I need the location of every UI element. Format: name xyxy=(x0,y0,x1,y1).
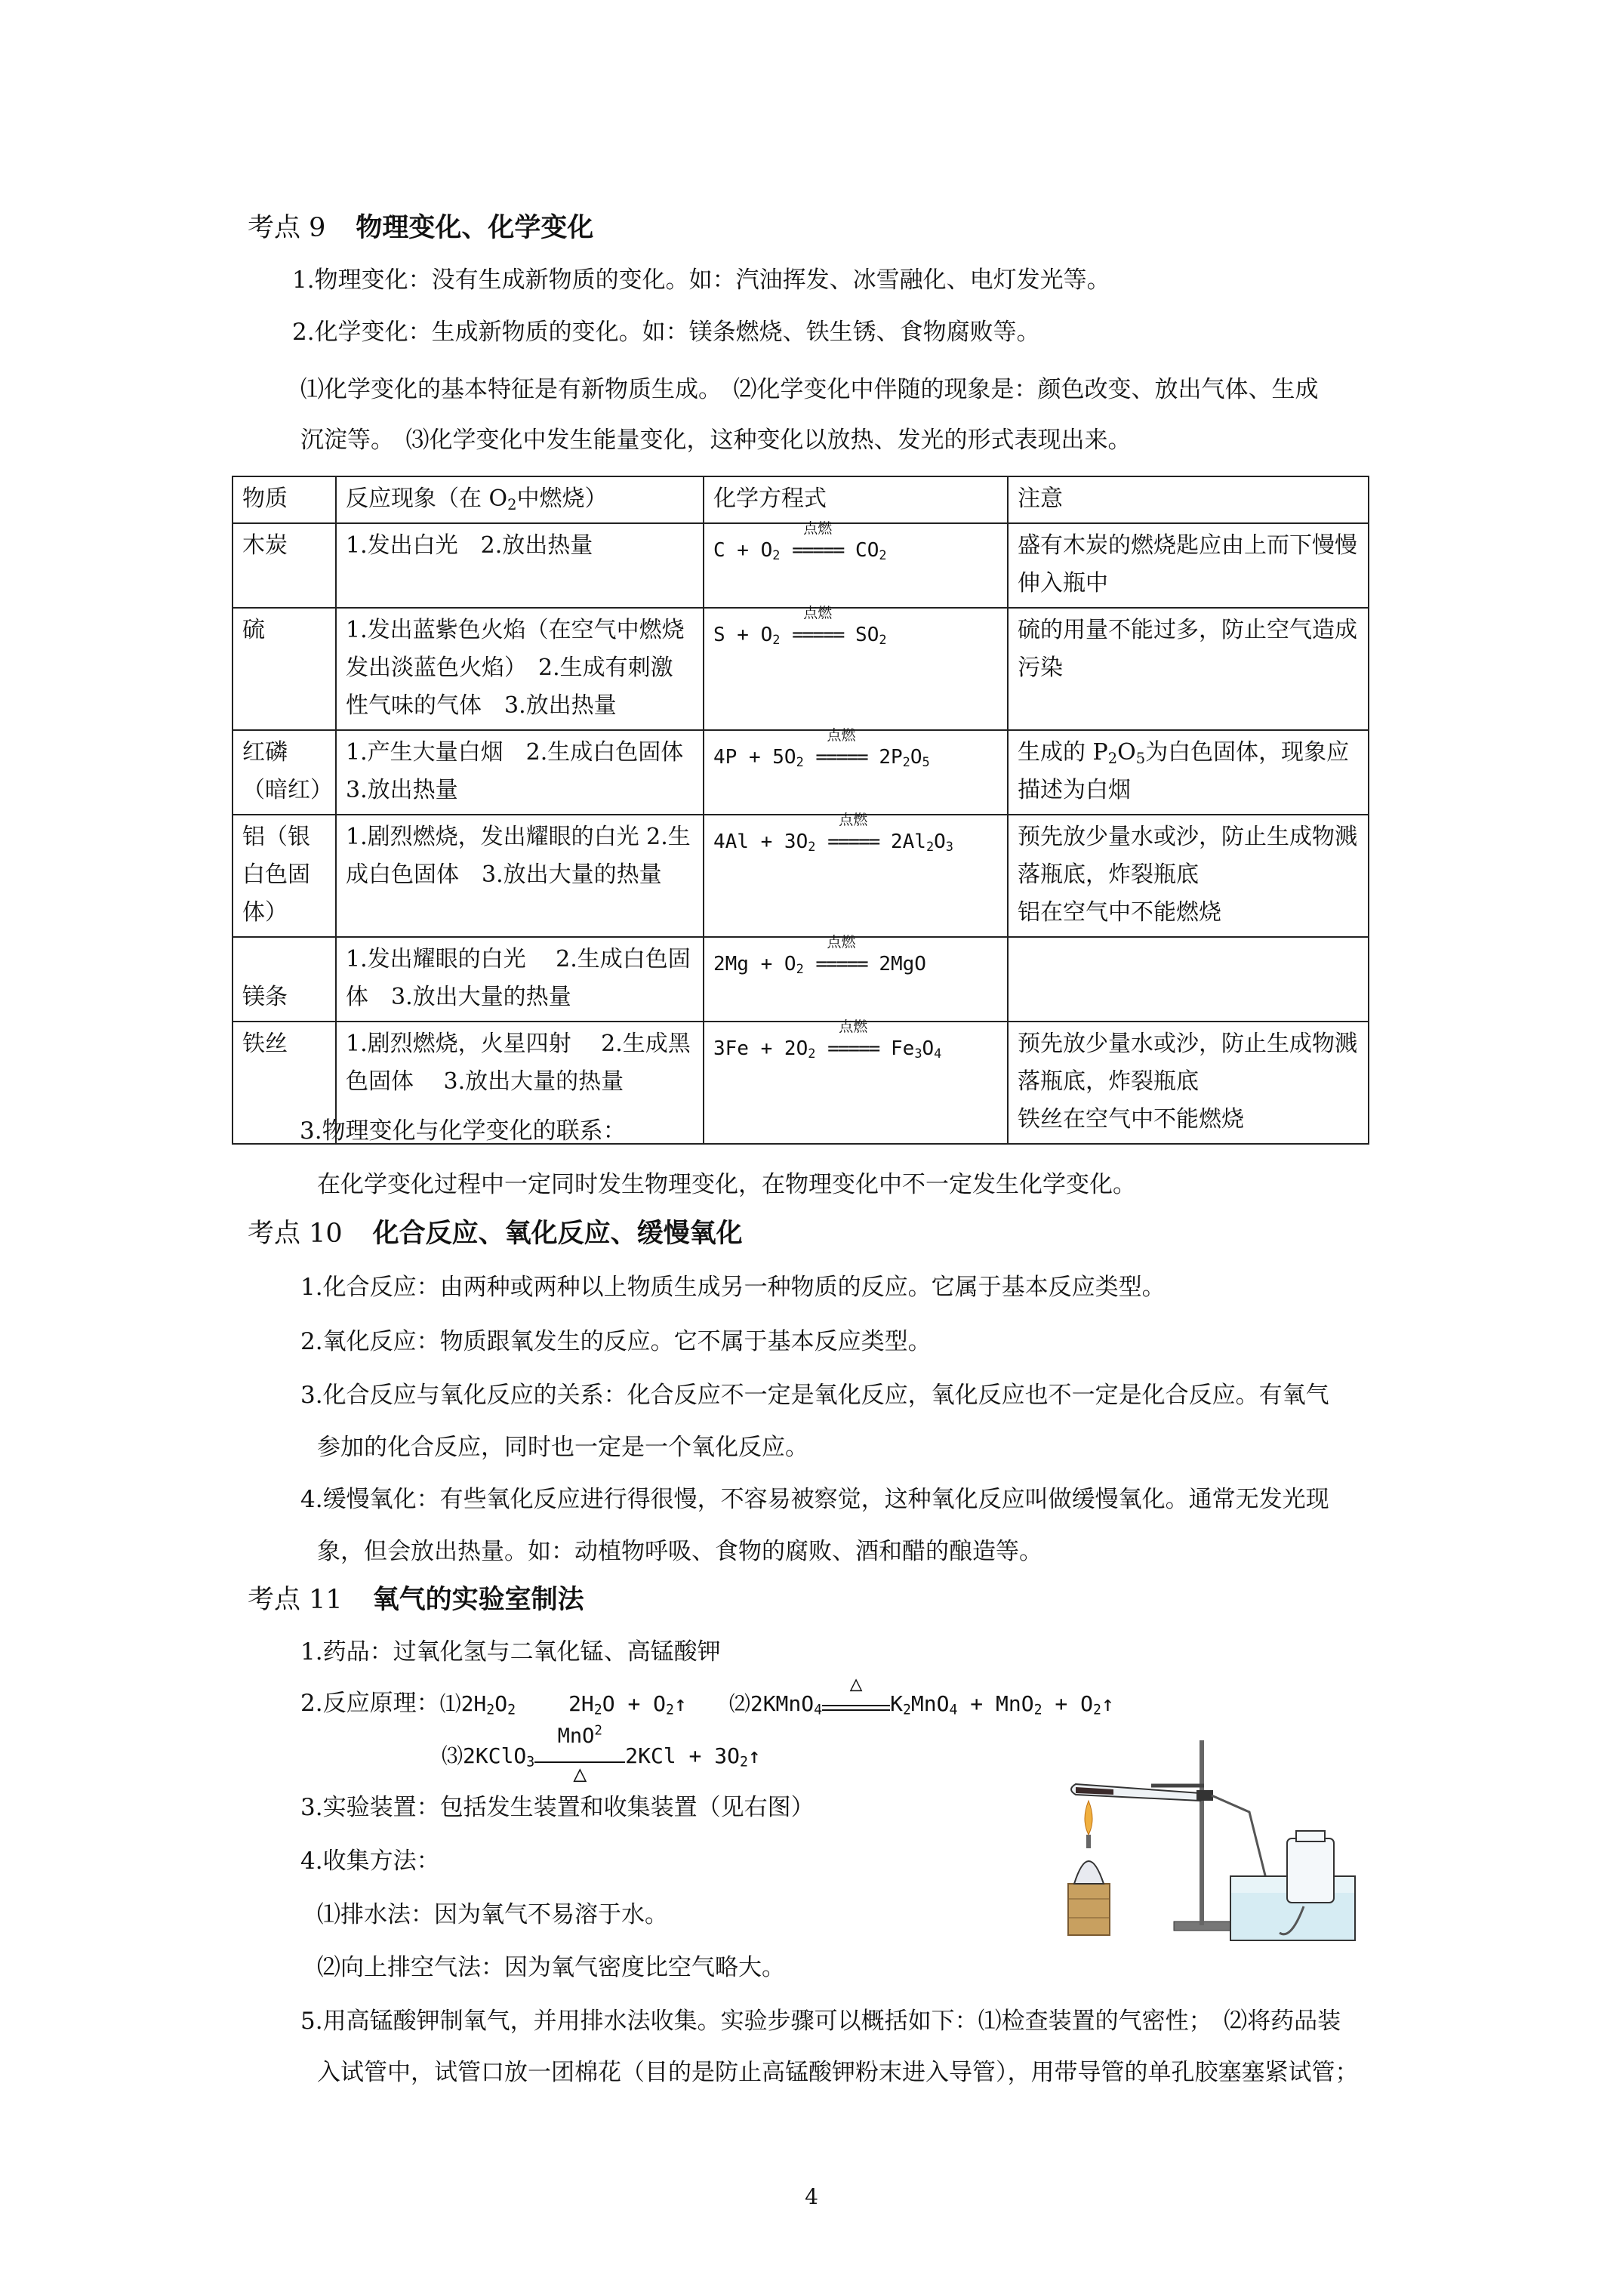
section9-paragraph-2: 2.化学变化：生成新物质的变化。如：镁条燃烧、铁生锈、食物腐败等。 xyxy=(292,319,1040,346)
row-note xyxy=(1008,937,1369,1022)
section11-paragraph-1: 1.药品：过氧化氢与二氧化锰、高锰酸钾 xyxy=(300,1638,721,1666)
header-phenomenon: 反应现象（在 $O_2$中燃烧） xyxy=(336,476,704,523)
row-substance: 木炭 xyxy=(233,523,336,608)
row-equation: $4P + 5O_2$ 点燃 ===== $2P_2O_5$ xyxy=(704,730,1008,815)
row-note: 预先放少量水或沙，防止生成物溅落瓶底，炸裂瓶底 铁丝在空气中不能燃烧 xyxy=(1008,1022,1369,1144)
row-phenomenon: 1.发出白光 2.放出热量 xyxy=(336,523,704,608)
table-row xyxy=(233,730,1369,815)
section9-paragraph-1: 1.物理变化：没有生成新物质的变化。如：汽油挥发、冰雪融化、电灯发光等。 xyxy=(292,267,1110,294)
row-phenomenon: 1.发出耀眼的白光 2.生成白色固体 3.放出大量的热量 xyxy=(336,937,704,1022)
header-equation: 化学方程式 xyxy=(704,476,1008,523)
section11-heading xyxy=(248,1583,584,1616)
section11-paragraph-5b: 入试管中，试管口放一团棉花（目的是防止高锰酸钾粉末进入导管），用带导管的单孔胶塞塞紧试管； xyxy=(317,2059,1359,2086)
section10-title: 化合反应、氧化反应、缓慢氧化 xyxy=(372,1218,743,1249)
row-equation: $2Mg + O_2$ 点燃 ===== 2MgO xyxy=(704,937,1008,1022)
row-phenomenon: 1.发出蓝紫色火焰（在空气中燃烧发出淡蓝色火焰） 2.生成有刺激性气味的气体 3.放出热量 xyxy=(336,608,704,730)
table-row xyxy=(233,608,1369,730)
table-row xyxy=(233,815,1369,937)
section9-paragraph-4: 3.物理变化与化学变化的联系： xyxy=(300,1117,627,1145)
section10-paragraph-3a: 3.化合反应与氧化反应的关系：化合反应不一定是氧化反应，氧化反应也不一定是化合反应。有氧气 xyxy=(300,1382,1329,1409)
row-substance: 红磷（暗红） xyxy=(233,730,336,815)
heat-condition: △ xyxy=(822,1694,890,1711)
combustion-table xyxy=(232,476,1369,1145)
section10-number: 考点 10 xyxy=(248,1219,343,1249)
row-equation: $S + O_2$ 点燃 ===== $SO_2$ xyxy=(704,608,1008,730)
gas-up-arrow-icon xyxy=(674,1689,687,1719)
row-note: 预先放少量水或沙，防止生成物溅落瓶底，炸裂瓶底 铝在空气中不能燃烧 xyxy=(1008,815,1369,937)
section10-paragraph-3b: 参加的化合反应，同时也一定是一个氧化反应。 xyxy=(317,1434,808,1461)
section10-paragraph-1: 1.化合反应：由两种或两种以上物质生成另一种物质的反应。它属于基本反应类型。 xyxy=(300,1274,1166,1301)
section11-number: 考点 11 xyxy=(248,1585,343,1615)
row-note: 硫的用量不能过多，防止空气造成污染 xyxy=(1008,608,1369,730)
row-equation: $C + O_2$ 点燃 ===== $CO_2$ xyxy=(704,523,1008,608)
row-phenomenon: 1.剧烈燃烧，发出耀眼的白光 2.生成白色固体 3.放出大量的热量 xyxy=(336,815,704,937)
row-substance: 硫 xyxy=(233,608,336,730)
section9-number: 考点 9 xyxy=(248,213,326,243)
row-equation: $4Al + 3O_2$ 点燃 ===== $2Al_2O_3$ xyxy=(704,815,1008,937)
row-substance: 铁丝 xyxy=(233,1022,336,1144)
gas-up-arrow-icon xyxy=(748,1741,761,1771)
oxygen-apparatus-figure xyxy=(1053,1725,1363,1952)
section11-paragraph-5a: 5.用高锰酸钾制氧气，并用排水法收集。实验步骤可以概括如下：⑴检查装置的气密性； ⑵将药品装 xyxy=(300,2008,1341,2035)
section11-paragraph-4a: ⑴排水法：因为氧气不易溶于水。 xyxy=(317,1901,668,1928)
section10-paragraph-4a: 4.缓慢氧化：有些氧化反应进行得很慢，不容易被察觉，这种氧化反应叫做缓慢氧化。通常无发光现 xyxy=(300,1486,1329,1513)
row-substance: 镁条 xyxy=(233,937,336,1022)
section9-title: 物理变化、化学变化 xyxy=(356,212,594,243)
header-note: 注意 xyxy=(1008,476,1369,523)
section10-paragraph-4b: 象，但会放出热量。如：动植物呼吸、食物的腐败、酒和醋的酿造等。 xyxy=(317,1538,1042,1565)
section11-paragraph-4: 4.收集方法： xyxy=(300,1848,440,1875)
section9-paragraph-3a: ⑴化学变化的基本特征是有新物质生成。 ⑵化学变化中伴随的现象是：颜色改变、放出气体、生成 xyxy=(300,376,1319,403)
page-number: 4 xyxy=(805,2184,818,2209)
header-substance: 物质 xyxy=(233,476,336,523)
row-note: 盛有木炭的燃烧匙应由上而下慢慢伸入瓶中 xyxy=(1008,523,1369,608)
table-header-row xyxy=(233,476,1369,523)
section9-heading xyxy=(248,211,593,245)
section10-paragraph-2: 2.氧化反应：物质跟氧发生的反应。它不属于基本反应类型。 xyxy=(300,1328,932,1355)
row-note: 生成的 $P_2O_5$为白色固体，现象应描述为白烟 xyxy=(1008,730,1369,815)
row-phenomenon: 1.剧烈燃烧，火星四射 2.生成黑色固体 3.放出大量的热量 xyxy=(336,1022,704,1144)
section9-paragraph-5: 在化学变化过程中一定同时发生物理变化，在物理变化中不一定发生化学变化。 xyxy=(317,1171,1136,1198)
section10-heading xyxy=(248,1217,743,1250)
row-substance: 铝（银白色固体） xyxy=(233,815,336,937)
section9-paragraph-3b: 沉淀等。 ⑶化学变化中发生能量变化，这种变化以放热、发光的形式表现出来。 xyxy=(300,427,1132,454)
gas-up-arrow-icon xyxy=(1101,1689,1114,1719)
section11-paragraph-3: 3.实验装置：包括发生装置和收集装置（见右图） xyxy=(300,1794,815,1821)
reaction-principle-line-1: 2.反应原理：$⑴2H_2O_2$ $2H_2O$ + $O_2↑$ ⑵2KMnO$_4$ △ $K_2MnO_4 + MnO_2$ + $O_2↑$ xyxy=(300,1688,1114,1719)
table-row xyxy=(233,937,1369,1022)
section11-paragraph-4b: ⑵向上排空气法：因为氧气密度比空气略大。 xyxy=(317,1954,785,1981)
row-equation: $3Fe + 2O_2$ 点燃 ===== $Fe_3O_4$ xyxy=(704,1022,1008,1144)
row-phenomenon: 1.产生大量白烟 2.生成白色固体 3.放出热量 xyxy=(336,730,704,815)
section11-title: 氧气的实验室制法 xyxy=(372,1584,584,1615)
catalyst-heat-condition: $\frac{MnO^2}{\triangle}$ xyxy=(534,1748,625,1763)
reaction-principle-line-2: ⑶2KClO$_3$ $\frac{MnO^2}{\triangle}$ $2KCl + 3O_2↑$ xyxy=(442,1741,761,1771)
table-row xyxy=(233,523,1369,608)
